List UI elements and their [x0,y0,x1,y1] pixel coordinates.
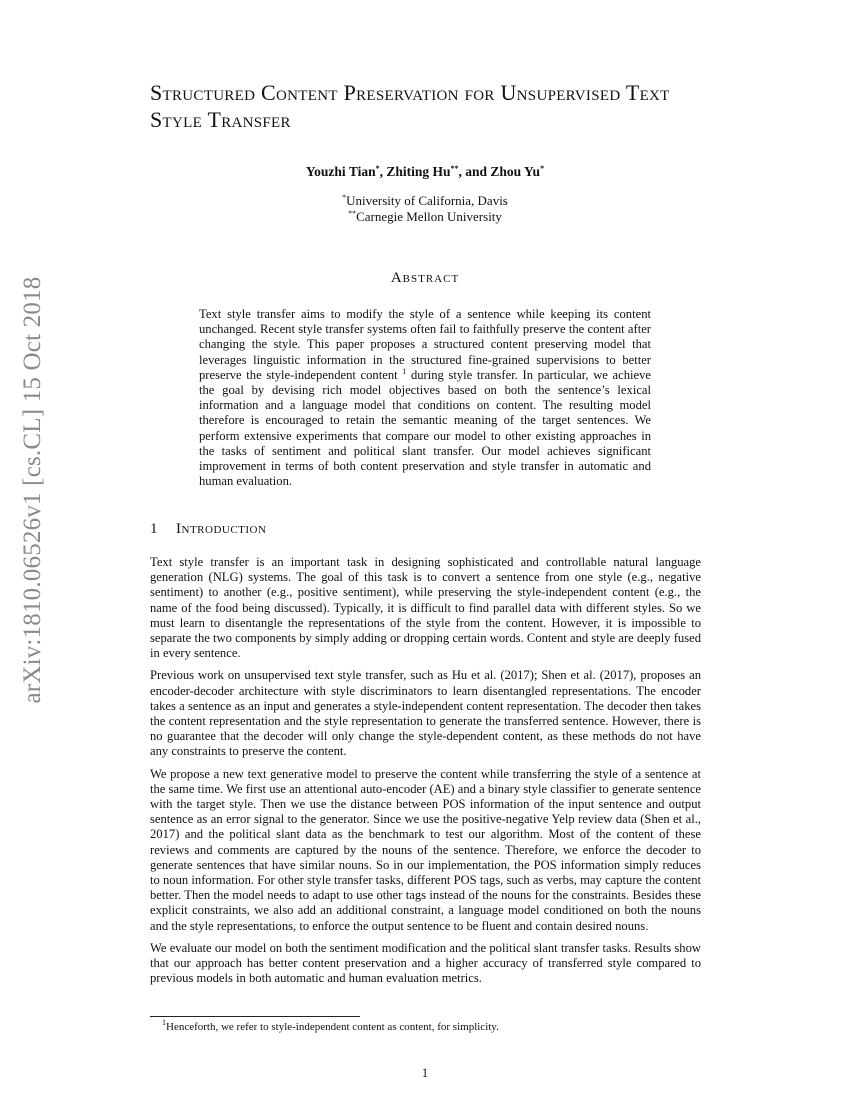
affiliation-cmu [0,209,850,225]
arxiv-identifier-stamp [8,276,58,704]
section-number: 1 [150,521,158,537]
author-separator-and: , and [458,164,491,179]
affiliation-mark: * [342,193,347,202]
introduction-body [150,555,701,993]
paper-title: Structured Content Preservation for Unsupervised Text Style Transfer [150,80,670,132]
affiliations [0,193,850,225]
affiliation-name: Carnegie Mellon University [356,209,502,224]
footnote-divider [150,1016,360,1017]
abstract-text [199,307,651,489]
affiliation-name: University of California, Davis [346,193,508,208]
author-yu-affil-mark: * [540,164,545,173]
body-paragraph-1: Text style transfer is an important task in designing sophisticated and controllable natural language generation (NLG) systems. The goal of this task is to convert a sentence from one style (e.g., negative sentiment) to another (e.g., positive sentiment), while preserving the style-independent content (e.g., the name of the food being discussed). Typically, it is difficult to find parallel data with different styles. So we must learn to disentangle the representations of the style from the content. However, it is impossible to separate the two components by simply adding or dropping certain words. Content and style are deeply fused in every sentence. [150,555,701,661]
abstract-text-part2: during style transfer. In particular, we achieve the goal by devising rich model objectives based on both the sentence’s lexical information and a language model that conditions on content. The resulting model therefore is encouraged to retain the semantic meaning of the target sentences. We perform extensive experiments that compare our model to other existing approaches in the tasks of sentiment and political slant transfer. Our model achieves significant improvement in terms of both content preservation and style transfer in automatic and human evaluation. [199,367,651,489]
author-hu-affil-mark: ** [450,164,459,173]
footnote [162,1018,499,1033]
author-tian: Youzhi Tian [305,164,376,179]
section-heading-introduction [150,521,266,538]
footnote-text: Henceforth, we refer to style-independent content as content, for simplicity. [166,1021,499,1033]
page-number: 1 [421,1066,429,1080]
abstract-text-part1: Text style transfer aims to modify the style of a sentence while keeping its content unchanged. Recent style transfer systems often fail to faithfully preserve the content after changing the style. This paper proposes a structured content preserving model that leverages linguistic information in the structured fine-grained supervisions to better preserve the style-independent content [199,307,651,382]
footnote-reference[interactable]: 1 [402,366,407,376]
author-tian-affil-mark: * [375,164,380,173]
author-hu: Zhiting Hu [386,164,451,179]
author-list [0,164,850,180]
affiliation-davis [0,193,850,209]
footnote-mark: 1 [162,1018,166,1027]
arxiv-identifier-text: arXiv:1810.06526v1 [cs.CL] 15 Oct 2018 [19,276,46,704]
affiliation-mark: ** [348,209,357,218]
body-paragraph-3: We propose a new text generative model to preserve the content while transferring the style of a sentence at the same time. We first use an attentional auto-encoder (AE) and a binary style classifier to generate sentence with the target style. Then we use the distance between POS information of the input sentence and output sentence as an error signal to the generator. Since we use the positive-negative Yelp review data (Shen et al., 2017) and the political slant data as the benchmark to test our algorithm. Most of the content of these reviews and comments are captured by the nouns of the sentence. Therefore, we enforce the decoder to generate sentences that have similar nouns. So in our implementation, the POS information simply reduces to noun information. For other style transfer tasks, different POS tags, such as verbs, may capture the content better. Then the model needs to adapt to use other tags instead of the nouns for the constraints. Besides these explicit constraints, we also add an additional constraint, a language model conditioned on both the nouns and the style representations, to enforce the output sentence to be fluent and contain desired nouns. [150,766,701,933]
body-paragraph-4: We evaluate our model on both the sentiment modification and the political slant transfer tasks. Results show that our approach has better content preservation and a higher accuracy of transferred style compared to previous models in both automatic and human evaluation metrics. [150,940,701,986]
section-title: Introduction [176,521,267,537]
body-paragraph-2: Previous work on unsupervised text style transfer, such as Hu et al. (2017); Shen et al. (2017), proposes an encoder-decoder architecture with style discriminators to learn disentangled representations. The encoder takes a sentence as an input and generates a style-independent content representation. The decoder then takes the content representation and the style representation to generate the transferred sentence. However, there is no guarantee that the decoder will only change the style-dependent content, as these methods do not have any constraints to preserve the content. [150,668,701,759]
author-yu: Zhou Yu [490,164,541,179]
author-separator: , [379,164,387,179]
abstract-heading: Abstract [390,270,460,286]
